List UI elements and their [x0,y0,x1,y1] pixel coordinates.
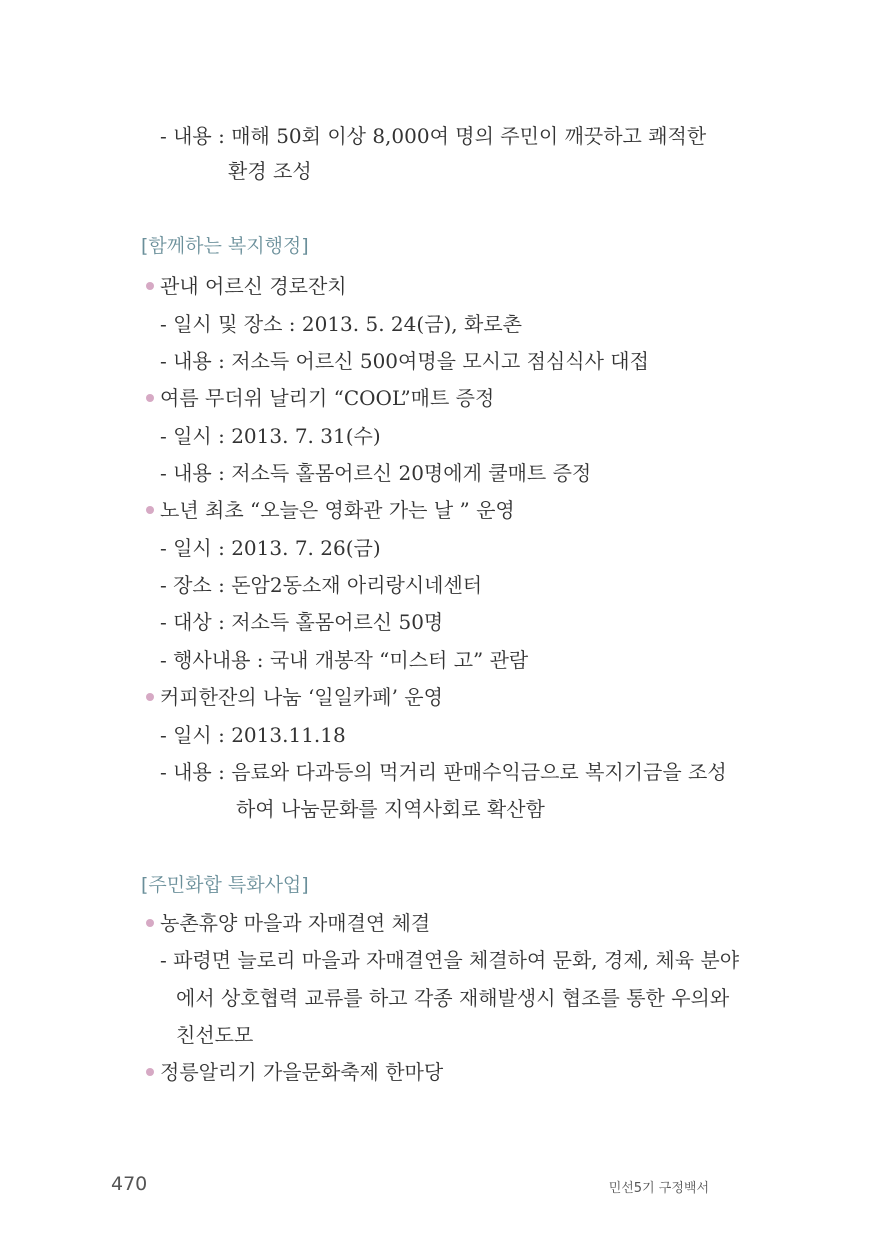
item-title: 여름 무더위 날리기 “COOL”매트 증정 [160,386,495,410]
detail-line: - 일시 : 2013.11.18 [160,723,346,747]
list-item-bullet [146,384,494,412]
detail-line: - 대상 : 저소득 홀몸어르신 50명 [160,610,444,634]
item-title: 농촌휴양 마을과 자매결연 체결 [160,911,431,935]
book-title: 민선5기 구정백서 [608,1181,709,1196]
list-item-bullet [146,683,443,711]
list-item-bullet [146,496,515,524]
detail-line: - 행사내용 : 국내 개봉작 “미스터 고” 관람 [160,648,529,672]
section-heading-welfare: [함께하는 복지행정] [141,235,309,257]
list-item-bullet [146,1058,443,1086]
item-title: 커피한잔의 나눔 ‘일일카페’ 운영 [160,685,443,709]
bullet-icon [146,693,154,701]
list-item-bullet [146,272,347,300]
item-title: 관내 어르신 경로잔치 [160,274,347,298]
detail-line: - 일시 및 장소 : 2013. 5. 24(금), 화로촌 [160,312,522,336]
detail-line-continued: 친선도모 [176,1023,254,1047]
content-line-continued: 환경 조성 [228,159,312,183]
bullet-icon [146,919,154,927]
detail-line-continued: 하여 나눔문화를 지역사회로 확산함 [236,797,545,821]
item-title: 정릉알리기 가을문화축제 한마당 [160,1060,444,1084]
detail-line: - 파령면 늘로리 마을과 자매결연을 체결하여 문화, 경제, 체육 분야 [160,948,740,972]
detail-line: - 내용 : 음료와 다과등의 먹거리 판매수익금으로 복지기금을 조성 [160,760,727,784]
detail-line: - 내용 : 저소득 홀몸어르신 20명에게 쿨매트 증정 [160,461,592,485]
section-heading-community: [주민화합 특화사업] [141,874,309,896]
bullet-icon [146,1068,154,1076]
detail-line-continued: 에서 상호협력 교류를 하고 각종 재해발생시 협조를 통한 우의와 [176,986,730,1010]
bullet-icon [146,506,154,514]
detail-line: - 내용 : 저소득 어르신 500여명을 모시고 점심식사 대접 [160,349,649,373]
bullet-icon [146,282,154,290]
detail-line: - 일시 : 2013. 7. 26(금) [160,536,381,560]
content-line: - 내용 : 매해 50회 이상 8,000여 명의 주민이 깨끗하고 쾌적한 [160,124,707,148]
list-item-bullet [146,909,430,937]
bullet-icon [146,394,154,402]
page-number: 470 [111,1173,148,1195]
detail-line: - 장소 : 돈암2동소재 아리랑시네센터 [160,573,483,597]
item-title: 노년 최초 “오늘은 영화관 가는 날 ” 운영 [160,498,515,522]
detail-line: - 일시 : 2013. 7. 31(수) [160,424,381,448]
